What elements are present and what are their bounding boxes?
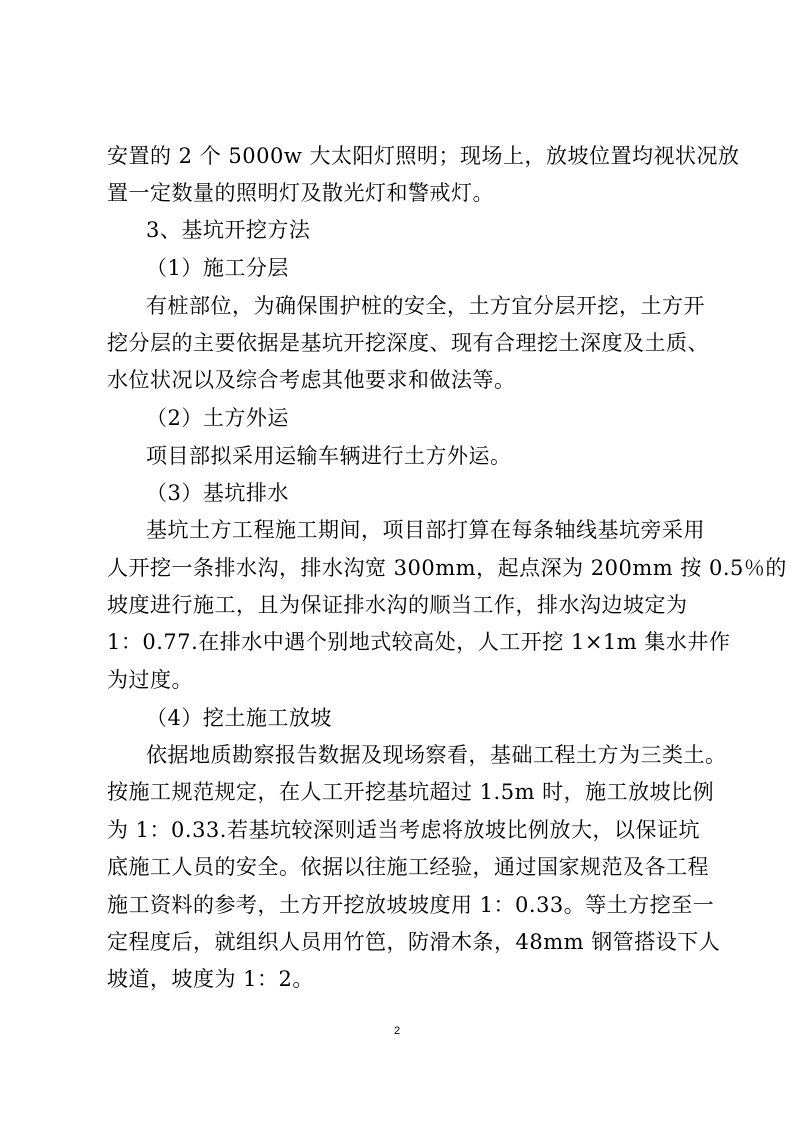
subsection-heading: （4）挖土施工放坡 (146, 706, 332, 730)
text-line: 按施工规范规定，在人工开挖基坑超过 1.5m 时，施工放坡比例 (107, 780, 715, 804)
text-line: 为 1：0.33.若基坑较深则适当考虑将放坡比例放大，以保证坑 (107, 818, 700, 842)
subsection-heading: （1）施工分层 (146, 256, 289, 280)
text-line: 坡度进行施工，且为保证排水沟的顺当工作，排水沟边坡定为 (107, 593, 688, 617)
text-line: 定程度后，就组织人员用竹笆，防滑木条，48mm 钢管搭设下人 (107, 930, 721, 954)
subsection-heading: （3）基坑排水 (146, 481, 289, 505)
text-line: 有桩部位，为确保围护桩的安全，土方宜分层开挖，土方开 (146, 294, 705, 318)
text-line: 置一定数量的照明灯及散光灯和警戒灯。 (107, 181, 494, 205)
section-heading: 3、基坑开挖方法 (146, 218, 311, 242)
subsection-heading: （2）土方外运 (146, 406, 289, 430)
text-line: 安置的 2 个 5000w 大太阳灯照明；现场上，放坡位置均视状况放 (107, 144, 740, 168)
text-line: 水位状况以及综合考虑其他要求和做法等。 (107, 368, 516, 392)
text-line: 施工资料的参考，土方开挖放坡坡度用 1：0.33。等土方挖至一 (107, 893, 715, 917)
text-line: 项目部拟采用运输车辆进行土方外运。 (146, 444, 512, 468)
text-line: 人开挖一条排水沟，排水沟宽 300mm，起点深为 200mm 按 0.5％的 (107, 556, 787, 580)
page-number: 2 (393, 1025, 401, 1037)
text-line: 依据地质勘察报告数据及现场察看，基础工程土方为三类土。 (146, 743, 727, 767)
text-line: 坡道，坡度为 1：2。 (107, 967, 314, 991)
text-line: 为过度。 (107, 668, 193, 692)
text-line: 挖分层的主要依据是基坑开挖深度、现有合理挖土深度及土质、 (107, 331, 709, 355)
text-line: 1：0.77.在排水中遇个别地式较高处，人工开挖 1×1m 集水井作 (107, 630, 731, 654)
text-line: 基坑土方工程施工期间，项目部打算在每条轴线基坑旁采用 (146, 518, 705, 542)
text-line: 底施工人员的安全。依据以往施工经验，通过国家规范及各工程 (107, 855, 709, 879)
